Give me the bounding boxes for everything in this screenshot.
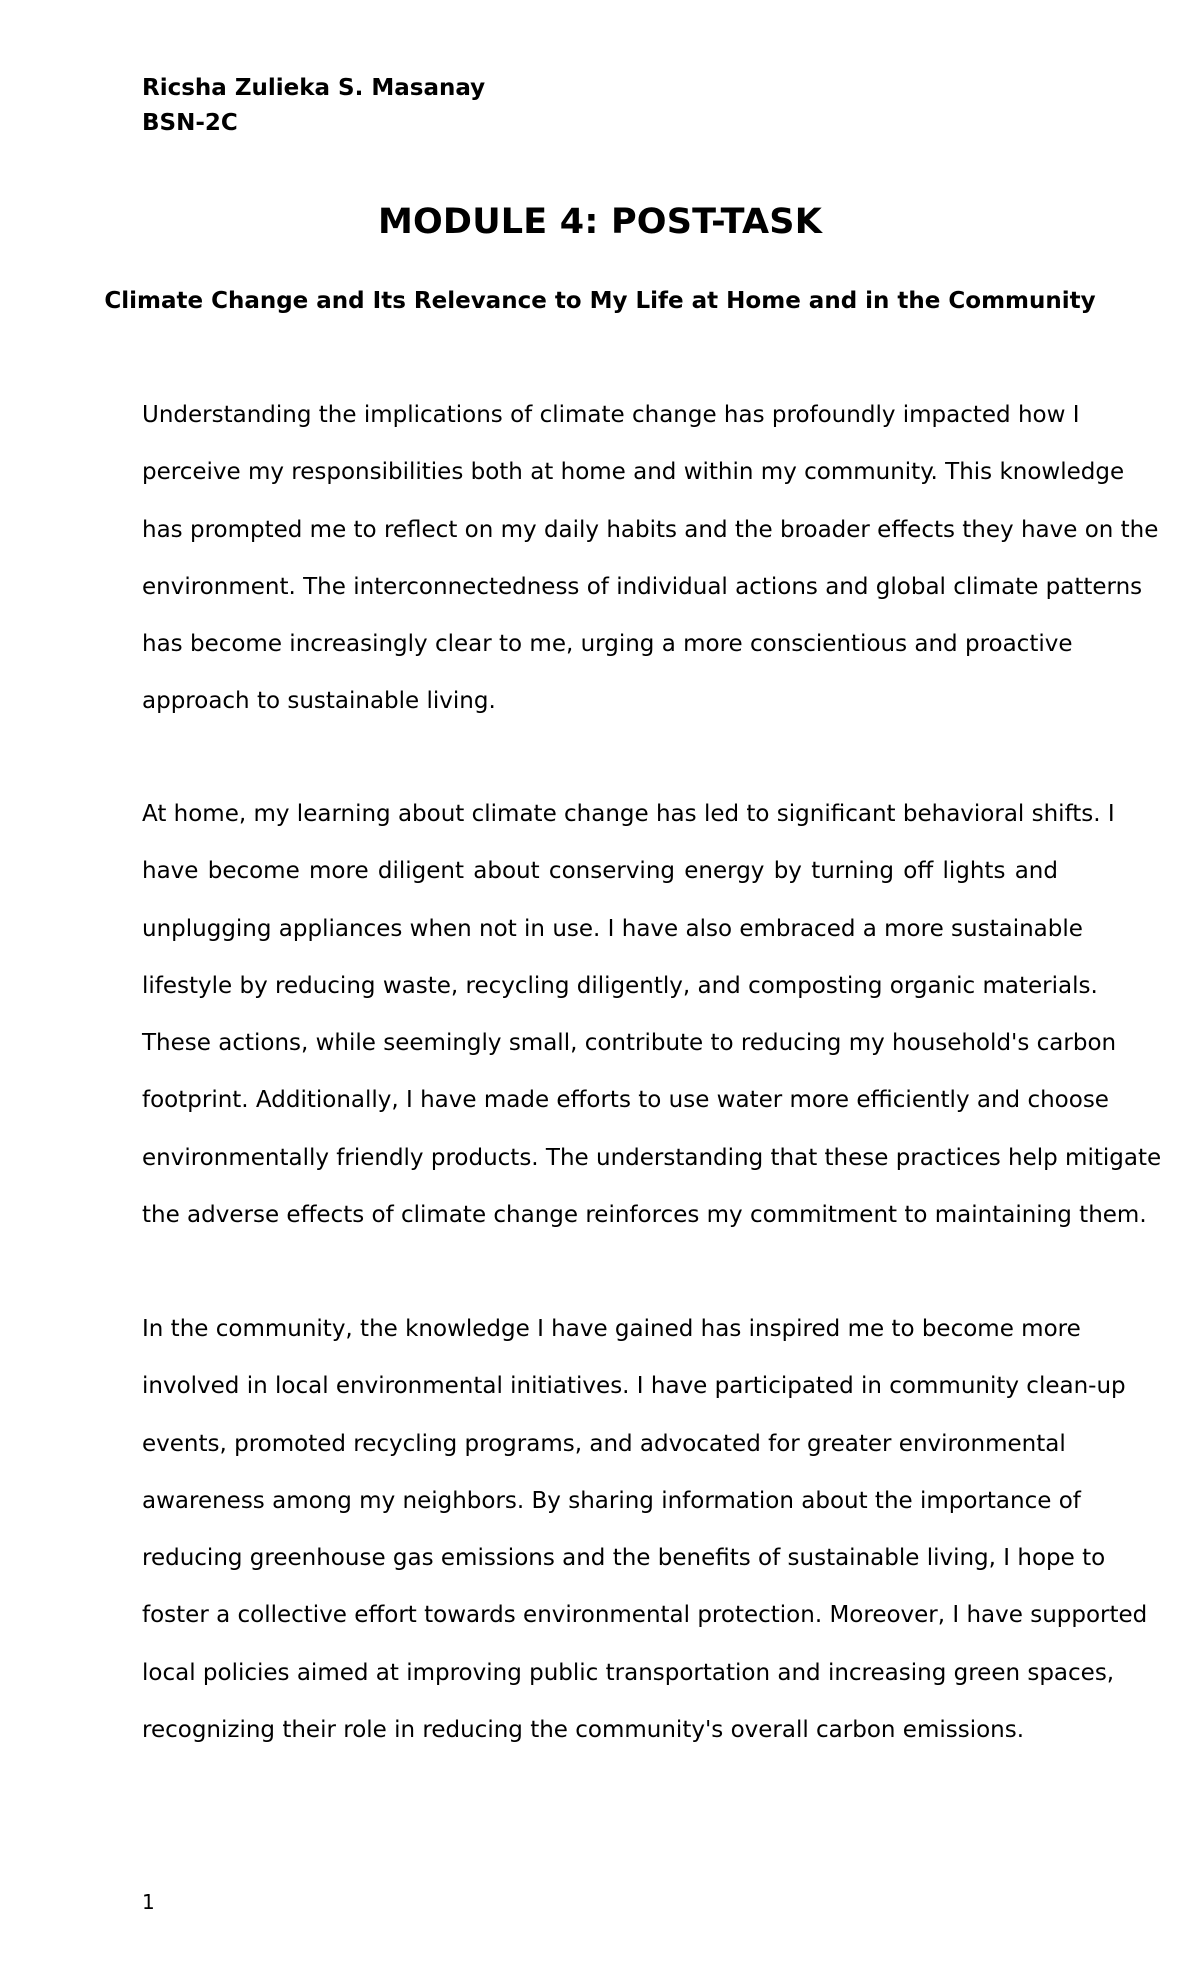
paragraph-line: foster a collective effort towards environmental protection. Moreover, I have supported xyxy=(142,1602,1148,1629)
paragraph-line: At home, my learning about climate change has led to significant behavioral shifts. I xyxy=(142,801,1115,827)
paragraph-line: recognizing their role in reducing the community's overall carbon emissions. xyxy=(142,1717,1025,1744)
author-block xyxy=(142,71,485,141)
paragraph-line: have become more diligent about conserving energy by turning off lights and xyxy=(142,858,1058,885)
paragraph-line: footprint. Additionally, I have made efforts to use water more efficiently and choose xyxy=(142,1087,1109,1114)
paragraph-line: the adverse effects of climate change reinforces my commitment to maintaining them. xyxy=(142,1202,1147,1229)
paragraph-2 xyxy=(142,786,1162,1244)
paragraph-line: events, promoted recycling programs, and advocated for greater environmental xyxy=(142,1430,1066,1457)
page-number: 1 xyxy=(142,1890,155,1914)
paragraph-line: has become increasingly clear to me, urging a more conscientious and proactive xyxy=(142,631,1073,658)
paragraph-line: has prompted me to reflect on my daily habits and the broader effects they have on the xyxy=(142,516,1159,543)
paragraph-line: awareness among my neighbors. By sharing information about the importance of xyxy=(142,1487,1081,1514)
paragraph-line: approach to sustainable living. xyxy=(142,688,496,715)
document-title: MODULE 4: POST-TASK xyxy=(377,202,823,242)
paragraph-line: involved in local environmental initiatives. I have participated in community clean-up xyxy=(142,1373,1126,1400)
paragraph-line: unplugging appliances when not in use. I have also embraced a more sustainable xyxy=(142,915,1083,942)
paragraph-3 xyxy=(142,1301,1148,1759)
paragraph-line: perceive my responsibilities both at home and within my community. This knowledge xyxy=(142,459,1125,486)
paragraph-1 xyxy=(142,387,1159,731)
paragraph-line: reducing greenhouse gas emissions and the benefits of sustainable living, I hope to xyxy=(142,1545,1106,1572)
paragraph-line: lifestyle by reducing waste, recycling diligently, and composting organic materials. xyxy=(142,972,1098,999)
document-subtitle: Climate Change and Its Relevance to My Life at Home and in the Community xyxy=(104,288,1096,314)
paragraph-line: local policies aimed at improving public transportation and increasing green spaces, xyxy=(142,1659,1115,1686)
paragraph-line: These actions, while seemingly small, contribute to reducing my household's carbon xyxy=(142,1030,1117,1057)
paragraph-line: environmentally friendly products. The understanding that these practices help mitigate xyxy=(142,1144,1162,1171)
section-label: BSN-2C xyxy=(142,110,238,136)
paragraph-line: Understanding the implications of climate change has profoundly impacted how I xyxy=(142,402,1080,428)
author-name: Ricsha Zulieka S. Masanay xyxy=(142,75,486,101)
paragraph-line: environment. The interconnectedness of individual actions and global climate patterns xyxy=(142,573,1143,600)
paragraph-line: In the community, the knowledge I have gained has inspired me to become more xyxy=(142,1316,1081,1342)
